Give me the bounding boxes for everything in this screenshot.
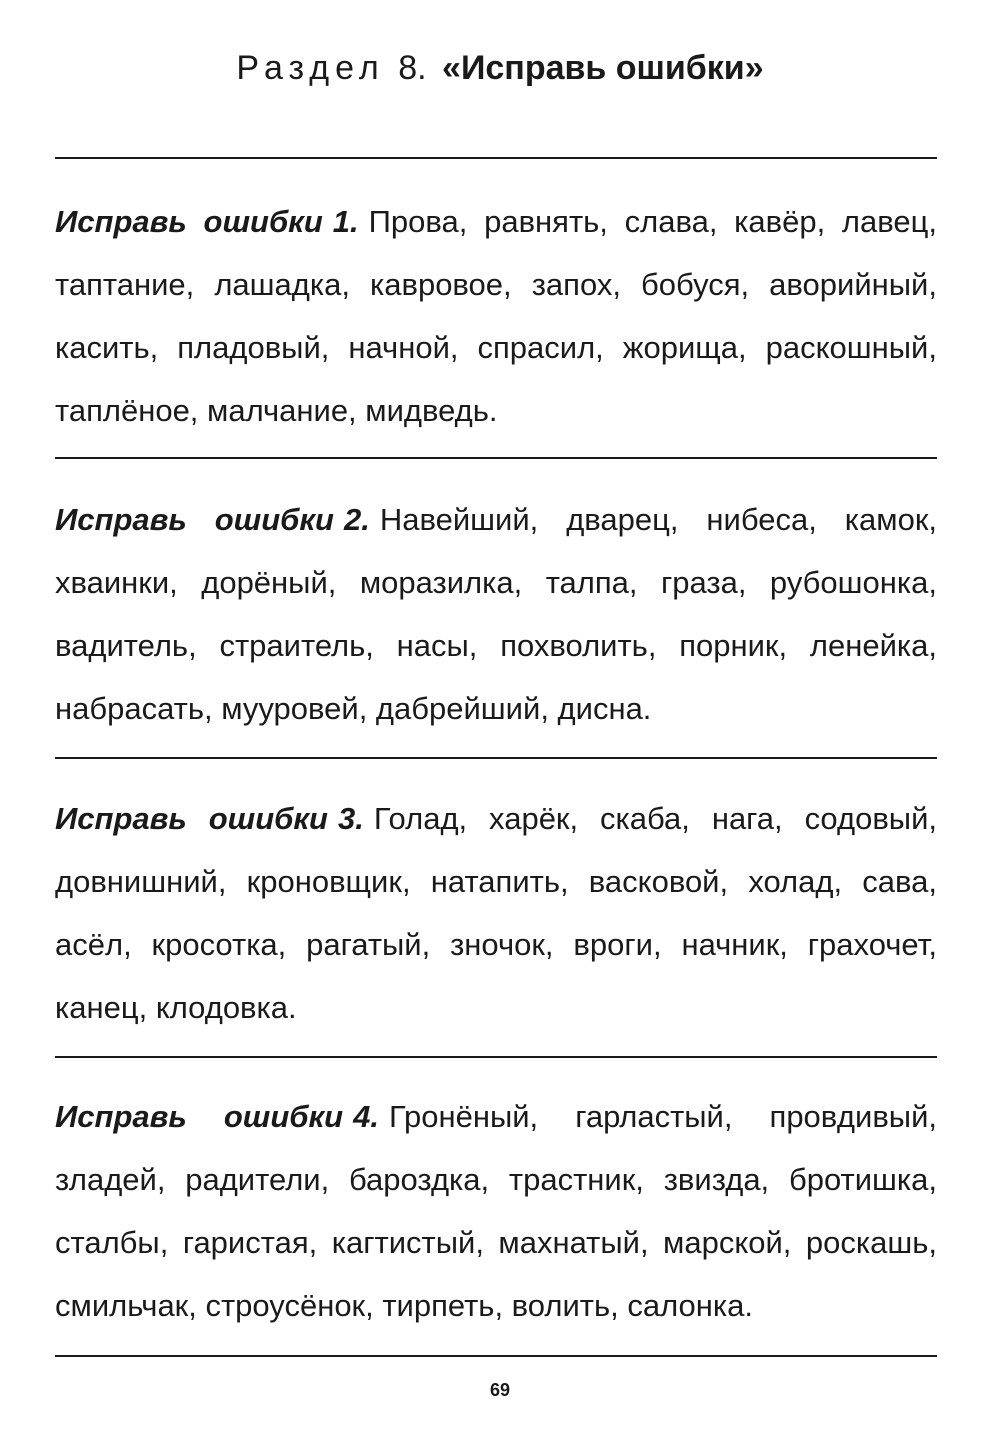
divider-line bbox=[55, 157, 937, 159]
exercise-3 bbox=[55, 787, 937, 1039]
exercise-3-label: Исправь ошибки 3. bbox=[55, 801, 364, 836]
exercise-2-label: Исправь ошибки 2. bbox=[55, 502, 370, 537]
exercise-1 bbox=[55, 190, 937, 442]
exercise-2 bbox=[55, 488, 937, 740]
exercise-4-label: Исправь ошибки 4. bbox=[55, 1099, 379, 1134]
divider-line bbox=[55, 1355, 937, 1357]
page-number: 69 bbox=[489, 1380, 511, 1400]
exercise-1-text: Прова, равнять, слава, кавёр, лавец, таптание, лашадка, кавровое, запох, бобуся, аворийный, касить, пладовый, начной, спрасил, жорища, раскошный, таплёное, малчание, мидведь. bbox=[55, 204, 937, 428]
section-number: 8. bbox=[398, 49, 427, 87]
section-prefix: Раздел bbox=[236, 49, 385, 87]
exercise-4-text: Гронёный, гарластый, провдивый, зладей, радители, бароздка, трастник, звизда, бротишка, сталбы, гаристая, кагтистый, махнатый, марской, роскашь, смильчак, строусёнок, тирпеть, волить, салонка. bbox=[55, 1099, 937, 1323]
exercise-3-text: Голад, харёк, скаба, нага, содовый, довнишний, кроновщик, натапить, васковой, холад, сава, асёл, кросотка, рагатый, зночок, вроги, начник, грахочет, канец, клодовка. bbox=[55, 801, 937, 1025]
exercise-2-text: Навейший, дварец, нибеса, камок, хваинки, дорёный, моразилка, талпа, граза, рубошонка, вадитель, страитель, насы, похволить, порник, ленейка, набрасать, мууровей, дабрейший, дисна. bbox=[55, 502, 937, 726]
divider-line bbox=[55, 757, 937, 759]
section-title: «Исправь ошибки» bbox=[442, 49, 764, 87]
divider-line bbox=[55, 457, 937, 459]
divider-line bbox=[55, 1056, 937, 1058]
page-title bbox=[0, 46, 1000, 90]
exercise-4 bbox=[55, 1085, 937, 1337]
exercise-1-label: Исправь ошибки 1. bbox=[55, 204, 359, 239]
